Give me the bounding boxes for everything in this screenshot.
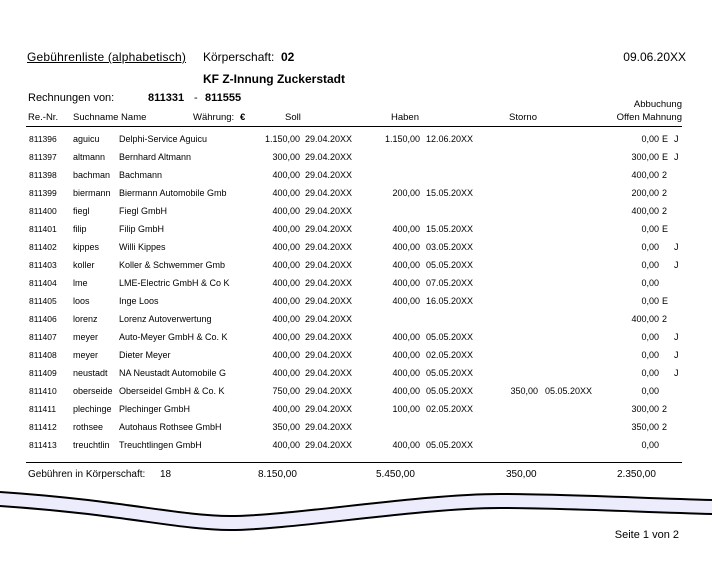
invoice-number: 811411 [29,404,57,414]
mahnung-flag: J [674,134,679,144]
invoice-number: 811401 [29,224,57,234]
customer-name: Bernhard Altmann [119,152,192,162]
soll-amount: 400,00 [272,188,300,198]
haben-amount: 400,00 [392,332,420,342]
search-name: treuchtlin [73,440,110,450]
invoice-number: 811404 [29,278,57,288]
search-name: altmann [73,152,106,162]
column-header-waehrung: Währung: [193,112,235,123]
invoice-number: 811397 [29,152,57,162]
table-row [0,224,712,242]
table-row [0,350,712,368]
customer-name: Bachmann [119,170,163,180]
soll-amount: 350,00 [272,422,300,432]
search-name: kippes [73,242,100,252]
offen-amount: 0,00 [641,134,659,144]
invoice-number: 811402 [29,242,57,252]
haben-amount: 400,00 [392,368,420,378]
column-header-soll: Soll [285,112,301,123]
column-header-haben: Haben [391,112,419,123]
search-name: rothsee [73,422,104,432]
rechnungen-label: Rechnungen von: [28,92,115,104]
offen-amount: 0,00 [641,242,659,252]
customer-name: NA Neustadt Automobile G [119,368,227,378]
offen-amount: 0,00 [641,260,659,270]
soll-amount: 400,00 [272,404,300,414]
table-row [0,188,712,206]
haben-amount: 400,00 [392,296,420,306]
abbuchung-flag: E [662,224,669,234]
soll-amount: 400,00 [272,368,300,378]
search-name: lme [73,278,88,288]
offen-amount: 0,00 [641,368,659,378]
abbuchung-flag: E [662,296,669,306]
euro-icon: € [240,112,246,123]
soll-amount: 400,00 [272,206,300,216]
table-row [0,422,712,440]
haben-amount: 400,00 [392,278,420,288]
invoice-number: 811405 [29,296,57,306]
search-name: bachman [73,170,111,180]
koerperschaft-value: 02 [281,50,295,64]
search-name: fiegl [73,206,90,216]
offen-amount: 300,00 [631,404,659,414]
soll-date: 29.04.20XX [305,206,353,216]
soll-date: 29.04.20XX [305,422,353,432]
haben-date: 03.05.20XX [426,242,474,252]
haben-amount: 400,00 [392,350,420,360]
invoice-number: 811412 [29,422,57,432]
table-row [0,278,712,296]
invoice-number: 811410 [29,386,57,396]
table-row [0,260,712,278]
customer-name: Filip GmbH [119,224,165,234]
soll-amount: 400,00 [272,278,300,288]
report-title: Gebührenliste (alphabetisch) [27,50,187,64]
soll-date: 29.04.20XX [305,242,353,252]
soll-amount: 400,00 [272,296,300,306]
mahnung-flag: J [674,368,679,378]
haben-date: 12.06.20XX [426,134,474,144]
invoice-number: 811396 [29,134,57,144]
haben-date: 05.05.20XX [426,386,474,396]
offen-amount: 350,00 [631,422,659,432]
soll-amount: 400,00 [272,332,300,342]
soll-amount: 400,00 [272,350,300,360]
haben-date: 02.05.20XX [426,404,474,414]
abbuchung-flag: 2 [662,314,668,324]
invoice-number: 811406 [29,314,57,324]
customer-name: Lorenz Autoverwertung [119,314,212,324]
table-row [0,170,712,188]
storno-amount: 350,00 [510,386,538,396]
search-name: aguicu [73,134,100,144]
summary-haben-total: 5.450,00 [376,469,415,480]
column-header-abbuchung: Abbuchung [633,99,682,110]
haben-amount: 1.150,00 [384,134,420,144]
table-row [0,206,712,224]
soll-date: 29.04.20XX [305,296,353,306]
summary-soll-total: 8.150,00 [258,469,297,480]
soll-date: 29.04.20XX [305,404,353,414]
table-row [0,296,712,314]
search-name: koller [73,260,95,270]
customer-name: Biermann Automobile Gmb [119,188,227,198]
summary-count: 18 [160,469,172,480]
search-name: loos [73,296,90,306]
summary-rule [26,462,682,463]
invoice-number: 811400 [29,206,57,216]
haben-amount: 200,00 [392,188,420,198]
invoice-number: 811413 [29,440,57,450]
haben-date: 05.05.20XX [426,332,474,342]
invoice-number: 811409 [29,368,57,378]
offen-amount: 0,00 [641,440,659,450]
column-header-offen-mahnung: Offen Mahnung [616,112,682,123]
offen-amount: 0,00 [641,332,659,342]
customer-name: Autohaus Rothsee GmbH [119,422,222,432]
haben-date: 15.05.20XX [426,224,474,234]
customer-name: Koller & Schwemmer Gmb [119,260,226,270]
customer-name: Treuchtlingen GmbH [119,440,202,450]
report-date: 09.06.20XX [623,50,686,64]
soll-date: 29.04.20XX [305,188,353,198]
soll-amount: 400,00 [272,260,300,270]
search-name: plechinge [73,404,112,414]
customer-name: Inge Loos [119,296,159,306]
offen-amount: 0,00 [641,296,659,306]
soll-date: 29.04.20XX [305,278,353,288]
haben-date: 05.05.20XX [426,368,474,378]
abbuchung-flag: 2 [662,404,668,414]
mahnung-flag: J [674,332,679,342]
soll-date: 29.04.20XX [305,224,353,234]
invoice-number: 811399 [29,188,57,198]
soll-amount: 400,00 [272,170,300,180]
abbuchung-flag: 2 [662,170,668,180]
column-header-re-nr: Re.-Nr. [28,112,59,123]
abbuchung-flag: 2 [662,188,668,198]
haben-amount: 400,00 [392,386,420,396]
summary-label: Gebühren in Körperschaft: [28,469,146,480]
customer-name: Delphi-Service Aguicu [119,134,208,144]
column-header-storno: Storno [509,112,537,123]
abbuchung-flag: E [662,134,669,144]
search-name: meyer [73,350,99,360]
soll-date: 29.04.20XX [305,386,353,396]
mahnung-flag: J [674,350,679,360]
soll-amount: 300,00 [272,152,300,162]
soll-amount: 400,00 [272,314,300,324]
soll-date: 29.04.20XX [305,134,353,144]
page-indicator: Seite 1 von 2 [614,529,679,541]
customer-name: Auto-Meyer GmbH & Co. K [119,332,228,342]
customer-name: Plechinger GmbH [119,404,191,414]
soll-date: 29.04.20XX [305,152,353,162]
offen-amount: 0,00 [641,278,659,288]
customer-name: LME-Electric GmbH & Co K [119,278,230,288]
search-name: filip [73,224,87,234]
page-break-wave [0,480,712,532]
offen-amount: 400,00 [631,206,659,216]
haben-date: 02.05.20XX [426,350,474,360]
customer-name: Willi Kippes [119,242,166,252]
storno-date: 05.05.20XX [545,386,593,396]
soll-amount: 400,00 [272,242,300,252]
table-row [0,404,712,422]
offen-amount: 0,00 [641,386,659,396]
invoice-number: 811398 [29,170,57,180]
haben-date: 15.05.20XX [426,188,474,198]
offen-amount: 400,00 [631,314,659,324]
invoice-number: 811407 [29,332,57,342]
soll-amount: 1.150,00 [264,134,300,144]
mahnung-flag: J [674,242,679,252]
offen-amount: 300,00 [631,152,659,162]
soll-amount: 400,00 [272,224,300,234]
header-rule [26,126,682,127]
offen-amount: 200,00 [631,188,659,198]
invoice-number: 811408 [29,350,57,360]
table-row [0,332,712,350]
search-name: lorenz [73,314,98,324]
haben-date: 05.05.20XX [426,440,474,450]
haben-amount: 400,00 [392,242,420,252]
haben-date: 05.05.20XX [426,260,474,270]
mahnung-flag: J [674,152,679,162]
soll-date: 29.04.20XX [305,170,353,180]
haben-date: 07.05.20XX [426,278,474,288]
table-row [0,386,712,404]
column-header-suchname-name: Suchname Name [73,112,147,123]
mahnung-flag: J [674,260,679,270]
haben-amount: 400,00 [392,224,420,234]
haben-amount: 100,00 [392,404,420,414]
koerperschaft-label: Körperschaft: [203,50,275,64]
customer-name: Oberseidel GmbH & Co. K [119,386,225,396]
rechnungen-dash: - [194,92,198,104]
table-row [0,152,712,170]
search-name: neustadt [73,368,108,378]
table-row [0,440,712,458]
table-row [0,368,712,386]
soll-date: 29.04.20XX [305,332,353,342]
invoice-number: 811403 [29,260,57,270]
haben-amount: 400,00 [392,440,420,450]
search-name: oberseide [73,386,113,396]
abbuchung-flag: E [662,152,669,162]
table-row [0,242,712,260]
table-row [0,134,712,152]
haben-amount: 400,00 [392,260,420,270]
soll-amount: 750,00 [272,386,300,396]
soll-date: 29.04.20XX [305,260,353,270]
soll-date: 29.04.20XX [305,314,353,324]
soll-date: 29.04.20XX [305,440,353,450]
rechnungen-to: 811555 [205,92,242,104]
customer-name: Dieter Meyer [119,350,171,360]
search-name: biermann [73,188,111,198]
table-row [0,314,712,332]
summary-storno-total: 350,00 [506,469,537,480]
haben-date: 16.05.20XX [426,296,474,306]
soll-date: 29.04.20XX [305,368,353,378]
offen-amount: 0,00 [641,350,659,360]
summary-offen-total: 2.350,00 [617,469,656,480]
offen-amount: 400,00 [631,170,659,180]
soll-amount: 400,00 [272,440,300,450]
soll-date: 29.04.20XX [305,350,353,360]
abbuchung-flag: 2 [662,422,668,432]
offen-amount: 0,00 [641,224,659,234]
abbuchung-flag: 2 [662,206,668,216]
search-name: meyer [73,332,99,342]
organization-name: KF Z-Innung Zuckerstadt [203,72,345,86]
rechnungen-from: 811331 [148,92,185,104]
customer-name: Fiegl GmbH [119,206,168,216]
